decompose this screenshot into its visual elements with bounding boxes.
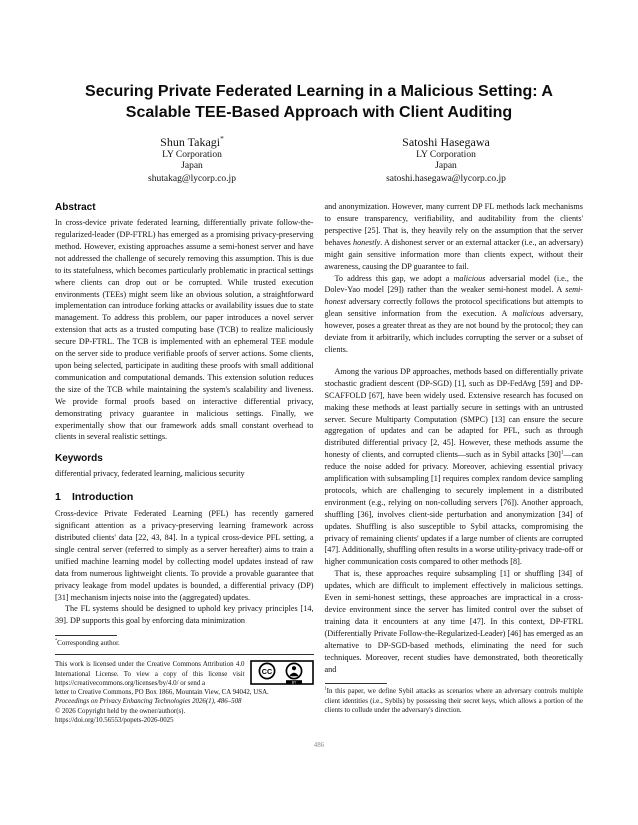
section-number: 1	[55, 491, 61, 504]
abstract-heading: Abstract	[55, 202, 96, 214]
license-address-line: letter to Creative Commons, PO Box 1866, Mountain View, CA 94042, USA.	[55, 689, 269, 697]
proceedings-line: Proceedings on Privacy Enhancing Technologies 2026(1), 486–508	[55, 698, 242, 706]
sybil-footnote	[325, 683, 584, 715]
svg-text:BY: BY	[291, 680, 296, 685]
intro-paragraph-1: Cross-device Private Federated Learning (PFL) has recently garnered significant attention as a privacy-preserving learning framework across distributed clients' data [22, 43, 84]. In a typical cross-device PFL setting, a single central server (referred to simply as a server hereafter) aims to train a unified machine learning model by collecting model updates instead of raw data from numerous lightweight clients. To provide a provable guarantee that privacy leakage from model updates is bounded, a differential privacy (DP) [31] mechanism injects noise into the (aggregated) updates.	[55, 509, 314, 602]
right-paragraph-3: Among the various DP approaches, methods based on differentially private stochastic gradient descent (DP-SGD) [1], such as DP-FedAvg [59] and DP-SCAFFOLD [67], have been widely used. Extensive research has focused on making these methods at least partially secure in settings with an untrusted server. Secure Multiparty Computation (SMPC) [13] can ensure the secure aggregation of updates and can be adapted for PFL, such as through distributed differential privacy [2, 45]. However, these methods assume the honesty of clients, and corrupted clients—such as in Sybil attacks $[30]^1—can$ reduce the noise added for privacy. Moreover, achieving essential privacy amplification with subsampling [1] requires complex random device sampling protocols, which are challenging to securely implement in a distributed environment (e.g., relying on non-colluding servers [76]). Another approach, shuffling [36], involves client-side perturbation and anonymization [34] of updates. Shuffling is also susceptible to Sybil attacks, compromising the privacy of remaining clients' updates if a large number of clients are corrupted [47]. Additionally, shuffling often results in a worse utility-privacy trade-off or higher communication costs compared to other methods [8].	[324, 366, 583, 567]
corresponding-author-text: *Corresponding author.	[55, 637, 120, 648]
introduction-heading	[55, 490, 314, 504]
author-2-email[interactable]: satoshi.hasegawa@lycorp.co.jp	[386, 173, 506, 184]
cc-by-badge-icon	[250, 660, 314, 685]
author-block	[0, 135, 638, 186]
keywords-heading: Keywords	[55, 453, 103, 465]
right-column	[325, 201, 584, 725]
footnote-divider	[325, 683, 387, 684]
doi-link[interactable]: https://doi.org/10.56553/popets-2026-0025	[55, 716, 174, 724]
author-2-country: Japan	[435, 161, 457, 172]
author-1-email[interactable]: shutakag@lycorp.co.jp	[148, 173, 236, 184]
author-1	[65, 135, 319, 186]
author-1-country: Japan	[181, 161, 203, 172]
copyright-line: © 2026 Copyright held by the owner/author(s).	[55, 707, 186, 715]
footnote-divider	[55, 635, 117, 636]
corresponding-author-footnote	[55, 635, 314, 648]
author-1-affiliation: LY Corporation	[162, 149, 222, 160]
sybil-footnote-text: $^1$In this paper, we define Sybil attacks as scenarios where an adversary controls multiple client identities (i.e., Sybils) by possessing their secret keys, which allows a portion of the clients to collude under the adversary's direction.	[324, 686, 583, 714]
license-block	[55, 654, 314, 724]
left-column	[55, 201, 314, 725]
right-paragraph-4: That is, these approaches require subsampling [1] or shuffling [34] of updates, which are difficult to implement effectively in malicious settings. Even in semi-honest settings, these approaches are impractical in a cross-device environment since the server has limited control over the subset of training data it encounters at any time [47]. In this context, DP-FTRL (Differentially Private Follow-the-Regularized-Leader) [46] has emerged as an alternative to DP-SGD-based methods, eliminating the need for such techniques. Moreover, recent studies have demonstrated, both theoretically and	[324, 569, 583, 674]
section-title: Introduction	[72, 491, 134, 504]
author-2	[319, 135, 573, 186]
abstract-text: In cross-device private federated learning, differentially private follow-the-regularized-leader (DP-FTRL) has emerged as a promising privacy-preserving method. However, existing approaches assume a semi-honest server and have not addressed the challenge of securely removing this assumption. This is due to its statefulness, which becomes particularly problematic in practical settings where clients can drop out or be corrupted. While trusted execution environments (TEEs) might seem like an obvious solution, a straightforward implementation can introduce forking attacks or availability issues due to state management. To address this problem, our paper introduces a novel server extension that acts as a trusted computing base (TCB) to realize maliciously secure DP-FTRL. The TCB is implemented with an ephemeral TEE module on the server side to produce verifiable proofs of server actions. Some clients, upon being selected, participate in auditing these proofs with small additional communication and computational demands. This extension solution reduces the size of the TCB while maintaining the system's scalability and liveness. We provide formal proofs based on interactive differential privacy, demonstrating privacy guarantee in malicious settings. Finally, we experimentally show that our framework adds small constant overhead to clients in several realistic settings.	[55, 218, 314, 442]
license-text: This work is licensed under the Creative Commons Attribution 4.0 International License. To view a copy of this license visit https://creativecommons.org/licenses/by/4.0/ or send a	[55, 661, 245, 687]
author-2-affiliation: LY Corporation	[416, 149, 476, 160]
svg-text:CC: CC	[261, 667, 272, 677]
author-1-name: Shun Takagi*	[160, 133, 224, 149]
intro-paragraph-2: The FL systems should be designed to uphold key privacy principles [14, 39]. DP supports this goal by enforcing data minimization	[55, 604, 314, 626]
right-paragraph-2: To address this gap, we adopt a malicious adversarial model (i.e., the Dolev-Yao model [29]) rather than the weaker semi-honest model. A semi-honest adversary correctly follows the protocol specifications but attempts to glean sensitive information from the execution. A malicious adversary, however, poses a greater threat as they are not bound by the protocol; they can deviate from it arbitrarily, which includes corrupting the server or a subset of clients.	[324, 273, 584, 354]
two-column-body	[0, 201, 638, 725]
page-number: 486	[313, 741, 325, 749]
author-2-name: Satoshi Hasegawa	[402, 134, 490, 149]
paper-title: Securing Private Federated Learning in a Malicious Setting: A Scalable TEE-Based Approach with Client Auditing	[85, 83, 553, 121]
right-paragraph-1: and anonymization. However, many current DP FL methods lack mechanisms to ensure transparency, verifiability, and auditability from the clients' perspective [25]. That is, they heavily rely on the assumption that the server behaves honestly. A dishonest server or an external attacker (i.e., an adversary) might gain sensitive information more than clients expect, without their awareness, causing the DP guarantee to fail.	[324, 202, 584, 271]
keywords-text: differential privacy, federated learning, malicious security	[55, 469, 245, 479]
